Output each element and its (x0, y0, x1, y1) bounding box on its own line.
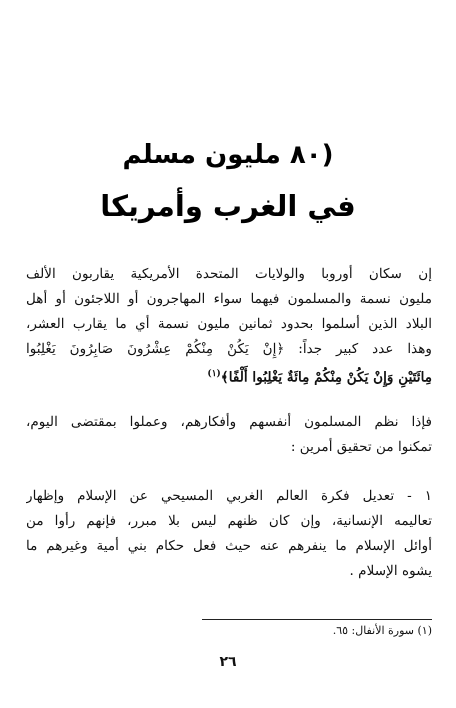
paragraph-line: فإذا نظم المسلمون أنفسهم وأفكارهم، وعملوا بمقتضى اليوم، (26, 414, 432, 430)
paragraph-line: تمكنوا من تحقيق أمرين : (290, 439, 432, 455)
chapter-title-line-2: في الغرب وأمريكا (100, 189, 356, 223)
paragraph-line: البلاد الذين أسلموا بحدود ثمانين مليون نسمة أي ما يقارب العشر، (26, 316, 432, 332)
chapter-title-line-1: (٨٠ مليون مسلم (122, 140, 334, 170)
paragraph-line: إن سكان أوروبا والولايات المتحدة الأمريكية يقاربون الألف (26, 266, 432, 282)
paragraph-line: مليون نسمة والمسلمون فيهما سواء المهاجرون أو اللاجئون أو أهل (26, 291, 432, 307)
footnote: (١) سورة الأنفال: ٦٥. (332, 624, 432, 637)
paragraph-line: وهذا عدد كبير جداً: ﴿إِنْ يَكُنْ مِنْكُمْ عِشْرُونَ صَابِرُونَ يَغْلِبُوا (26, 341, 432, 357)
quran-verse-line (26, 362, 432, 390)
page-number: ٢٦ (219, 654, 237, 670)
footnote-divider (202, 619, 432, 620)
list-item-line: أوائل الإسلام ما ينفرهم عنه حيث فعل حكام بني أمية وغيرهم ما (26, 538, 432, 554)
list-item-line: ١ - تعديل فكرة العالم الغربي المسيحي عن الإسلام وإظهار (26, 488, 432, 504)
quran-verse-text: مِائَتَيْنِ وَإِنْ يَكُنْ مِنْكُمْ مِائَةٌ يَغْلِبُوا أَلْفًا﴾ (220, 369, 432, 386)
list-item-line: يشوه الإسلام . (349, 563, 432, 579)
list-item-line: تعاليمه الإنسانية، وإن كان ظنهم ليس بلا مبرر، فإنهم رأوا من (26, 513, 432, 529)
footnote-reference: (١) (207, 369, 221, 379)
